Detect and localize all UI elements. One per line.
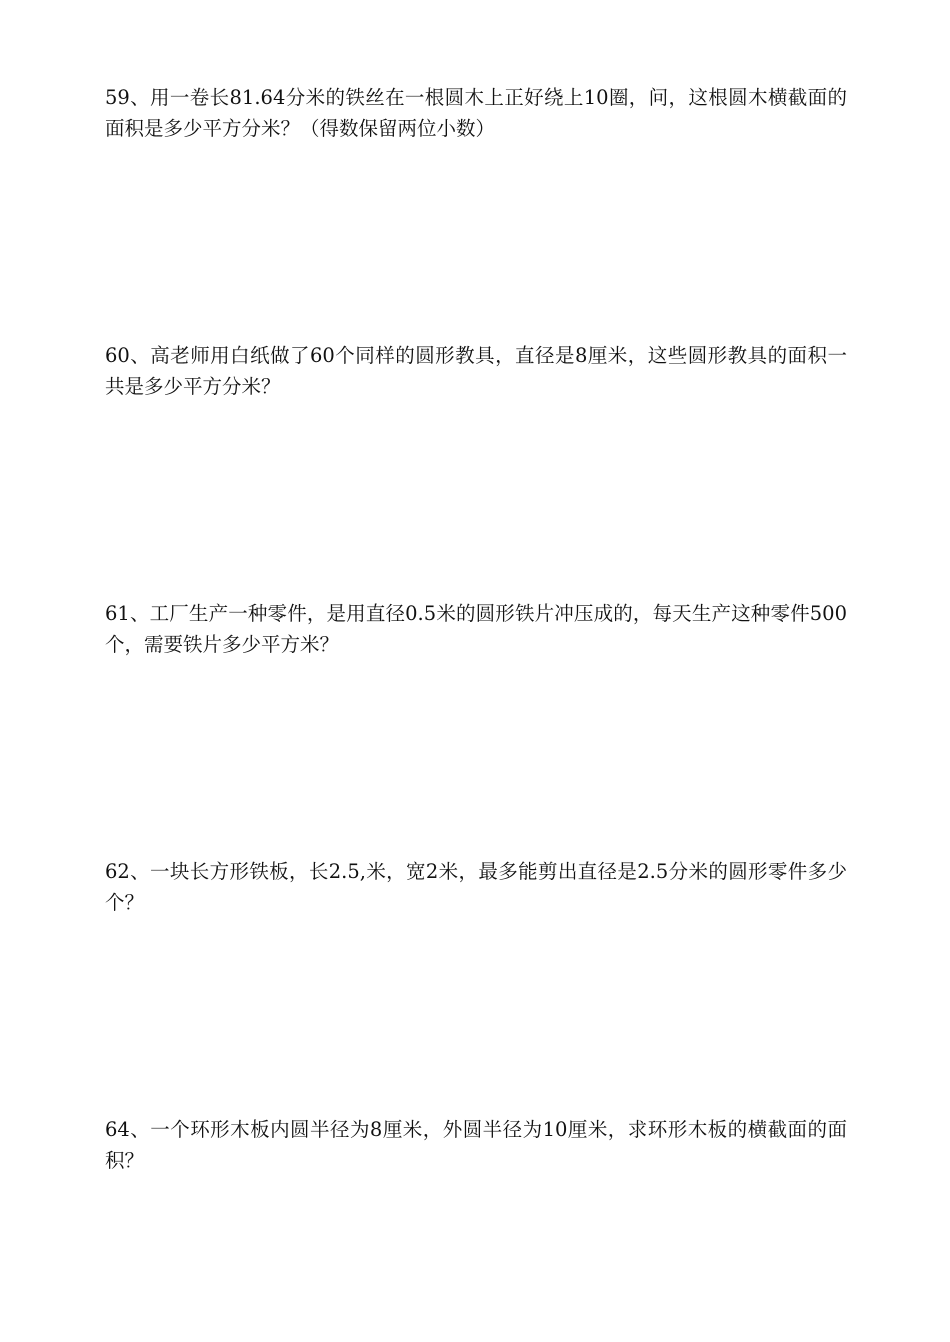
problem-59: 59、用一卷长81.64分米的铁丝在一根圆木上正好绕上10圈，问，这根圆木横截面的面积是多少平方分米？（得数保留两位小数） bbox=[105, 86, 847, 140]
problem-64: 64、一个环形木板内圆半径为8厘米，外圆半径为10厘米，求环形木板的横截面的面积？ bbox=[105, 1118, 847, 1172]
problem-62: 62、一块长方形铁板，长2.5,米，宽2米，最多能剪出直径是2.5分米的圆形零件多少个？ bbox=[105, 860, 847, 914]
problem-60: 60、高老师用白纸做了60个同样的圆形教具，直径是8厘米，这些圆形教具的面积一共是多少平方分米？ bbox=[105, 344, 847, 398]
problem-61: 61、工厂生产一种零件，是用直径0.5米的圆形铁片冲压成的，每天生产这种零件500个，需要铁片多少平方米？ bbox=[105, 602, 847, 656]
